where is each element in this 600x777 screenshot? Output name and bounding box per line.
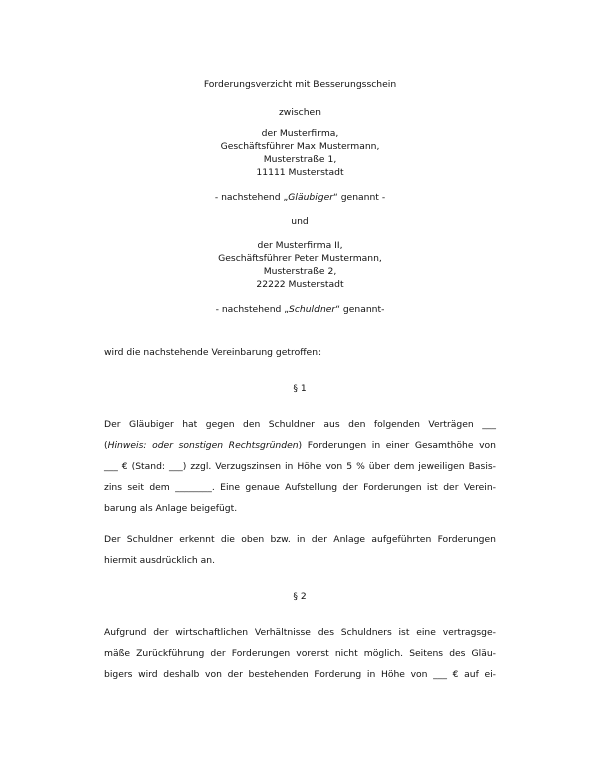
section-1-heading: § 1	[293, 383, 307, 394]
creditor-city: 11111 Musterstadt	[256, 167, 344, 178]
and-label: und	[291, 216, 309, 227]
paragraph-line: Der Schuldner erkennt die oben bzw. in der Anlage aufgeführten Forderungen	[104, 534, 496, 545]
section-2-heading: § 2	[293, 591, 307, 602]
between-label: zwischen	[278, 107, 322, 118]
paragraph-line: ___ € (Stand: ___) zzgl. Verzugszinsen in Höhe von 5 % über dem jeweiligen Basis-	[104, 461, 496, 472]
paragraph-line: mäße Zurückführung der Forderungen vorerst nicht möglich. Seitens des Gläu-	[104, 648, 496, 659]
designation-suffix: “ genannt -	[333, 192, 386, 203]
paragraph-line: bigers wird deshalb von der bestehenden Forderung in Höhe von ___ € auf ei-	[104, 669, 496, 680]
debtor-name: der Musterfirma II,	[257, 240, 343, 251]
document-title: Forderungsverzicht mit Besserungsschein	[203, 79, 397, 90]
designation-suffix: “ genannt-	[335, 304, 385, 315]
creditor-name: der Musterfirma,	[261, 128, 339, 139]
paragraph-line: (Hinweis: oder sonstigen Rechtsgründen) Forderungen in einer Gesamthöhe von	[104, 440, 496, 451]
paragraph-line: barung als Anlage beigefügt.	[104, 503, 238, 514]
paragraph-line: hiermit ausdrücklich an.	[104, 555, 215, 566]
designation-term: Schuldner	[289, 304, 336, 315]
paragraph-line: Der Gläubiger hat gegen den Schuldner aus den folgenden Verträgen ___	[104, 419, 496, 430]
debtor-city: 22222 Musterstadt	[256, 279, 344, 290]
section-2-paragraph-1	[104, 622, 496, 685]
intro-text: wird die nachstehende Vereinbarung getroffen:	[104, 347, 322, 358]
intro-paragraph	[104, 342, 496, 363]
creditor-street: Musterstraße 1,	[263, 154, 337, 165]
paragraph-line: Aufgrund der wirtschaftlichen Verhältnisse des Schuldners ist eine vertragsge-	[104, 627, 496, 638]
designation-prefix: - nachstehend „	[214, 192, 289, 203]
debtor-manager: Geschäftsführer Peter Mustermann,	[218, 253, 382, 264]
debtor-street: Musterstraße 2,	[263, 266, 337, 277]
designation-prefix: - nachstehend „	[215, 304, 290, 315]
creditor-manager: Geschäftsführer Max Mustermann,	[220, 141, 380, 152]
creditor-designation	[0, 192, 600, 204]
section-1-paragraph-2	[104, 529, 496, 571]
legal-grounds-note: Hinweis: oder sonstigen Rechtsgründen	[107, 440, 299, 451]
designation-term: Gläubiger	[288, 192, 334, 203]
paragraph-line: zins seit dem ________. Eine genaue Aufstellung der Forderungen ist der Verein-	[104, 482, 496, 493]
debtor-designation	[0, 304, 600, 316]
section-1-paragraph-1	[104, 414, 496, 519]
